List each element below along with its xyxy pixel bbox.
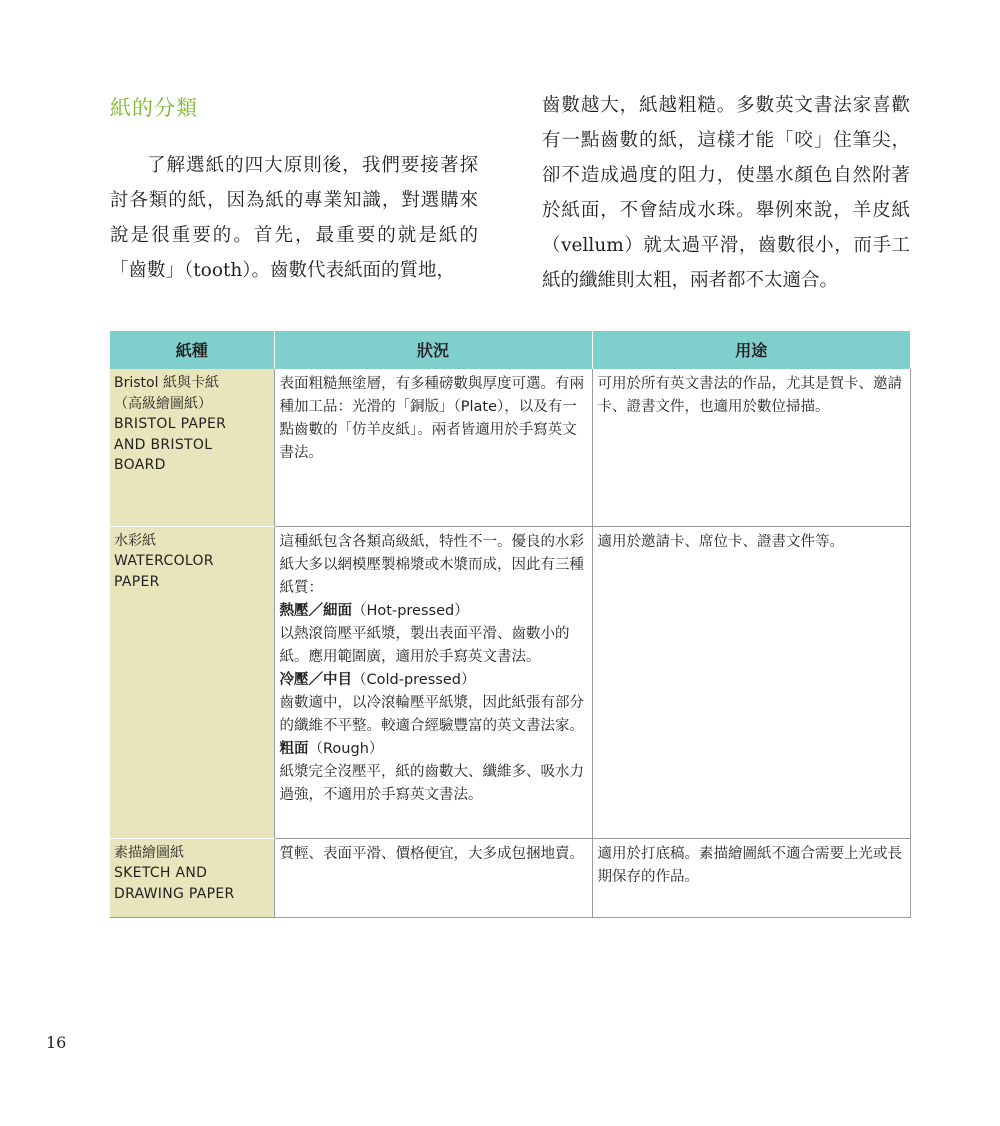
subtype-description: 以熱滾筒壓平紙漿，製出表面平滑、齒數小的紙。應用範圍廣，適用於手寫英文書法。	[279, 625, 570, 665]
paper-type-english: WATERCOLOR	[114, 553, 214, 569]
paper-type-name: 水彩紙	[114, 532, 156, 549]
subtype-latin: （Cold-pressed）	[352, 671, 476, 688]
table-header-row	[110, 331, 910, 369]
subtype-description: 紙漿完全沒壓平，紙的齒數大、纖維多、吸水力過強，不適用於手寫英文書法。	[279, 763, 584, 803]
subtype-heading	[280, 738, 587, 761]
header-paper-type: 紙種	[110, 331, 274, 369]
paper-type-name: Bristol 紙與卡紙	[114, 375, 219, 391]
paper-type-english: PAPER	[114, 573, 160, 590]
paper-type-name: （高級繪圖紙）	[114, 395, 212, 412]
continuation-paragraph: 齒數越大，紙越粗糙。多數英文書法家喜歡有一點齒數的紙，這樣才能「咬」住筆尖，卻不造成過度的阻力，使墨水顏色自然附著於紙面，不會結成水珠。舉例來說，羊皮紙（vellum）就太過平滑，齒數很小，而手工紙的纖維則太粗，兩者都不太適合。	[542, 95, 910, 291]
table-row	[110, 838, 910, 917]
condition-cell: 質輕、表面平滑、價格便宜，大多成包捆地賣。	[274, 838, 592, 917]
paper-type-cell	[110, 526, 274, 838]
condition-cell: 表面粗糙無塗層，有多種磅數與厚度可選。有兩種加工品：光滑的「銅版」（Plate），以及有一點齒數的「仿羊皮紙」。兩者皆適用於手寫英文書法。	[274, 369, 592, 526]
paper-type-english: SKETCH AND	[114, 865, 208, 881]
intro-paragraph: 了解選紙的四大原則後，我們要接著探討各類的紙，因為紙的專業知識，對選購來說是很重要的。首先，最重要的就是紙的「齒數」（tooth）。齒數代表紙面的質地，	[110, 155, 478, 281]
subtype-heading	[280, 600, 587, 623]
paper-type-name: 素描繪圖紙	[114, 844, 184, 861]
paper-type-english: DRAWING PAPER	[114, 885, 235, 902]
page-number: 16	[46, 1033, 67, 1052]
paper-type-cell	[110, 369, 274, 526]
usage-cell: 適用於打底稿。素描繪圖紙不適合需要上光或長期保存的作品。	[592, 838, 910, 917]
usage-cell: 適用於邀請卡、席位卡、證書文件等。	[592, 526, 910, 838]
left-text-column	[110, 148, 478, 288]
header-usage: 用途	[592, 331, 910, 369]
right-text-column	[542, 88, 910, 298]
section-title: 紙的分類	[110, 96, 198, 120]
subtype-name: 熱壓／細面	[279, 602, 352, 619]
paper-type-cell	[110, 838, 274, 917]
condition-intro: 這種紙包含各類高級紙，特性不一。優良的水彩紙大多以網模壓製棉漿或木漿而成，因此有三種紙質：	[279, 533, 584, 596]
subtype-description: 齒數適中，以冷滾輪壓平紙漿，因此紙張有部分的纖維不平整。較適合經驗豐富的英文書法家。	[279, 694, 584, 734]
condition-cell	[274, 526, 592, 838]
subtype-latin: （Rough）	[308, 740, 384, 757]
subtype-name: 冷壓／中目	[279, 671, 352, 688]
paper-type-english: BRISTOL PAPER	[114, 416, 227, 432]
paper-type-english: BOARD	[114, 457, 166, 473]
table-row	[110, 526, 910, 838]
table-row	[110, 369, 910, 526]
header-condition: 狀況	[274, 331, 592, 369]
usage-cell: 可用於所有英文書法的作品，尤其是賀卡、邀請卡、證書文件，也適用於數位掃描。	[592, 369, 910, 526]
paper-types-table	[110, 331, 911, 918]
subtype-latin: （Hot-pressed）	[352, 602, 469, 619]
paper-type-english: AND BRISTOL	[114, 436, 213, 453]
subtype-heading	[280, 669, 587, 692]
subtype-name: 粗面	[279, 740, 309, 757]
